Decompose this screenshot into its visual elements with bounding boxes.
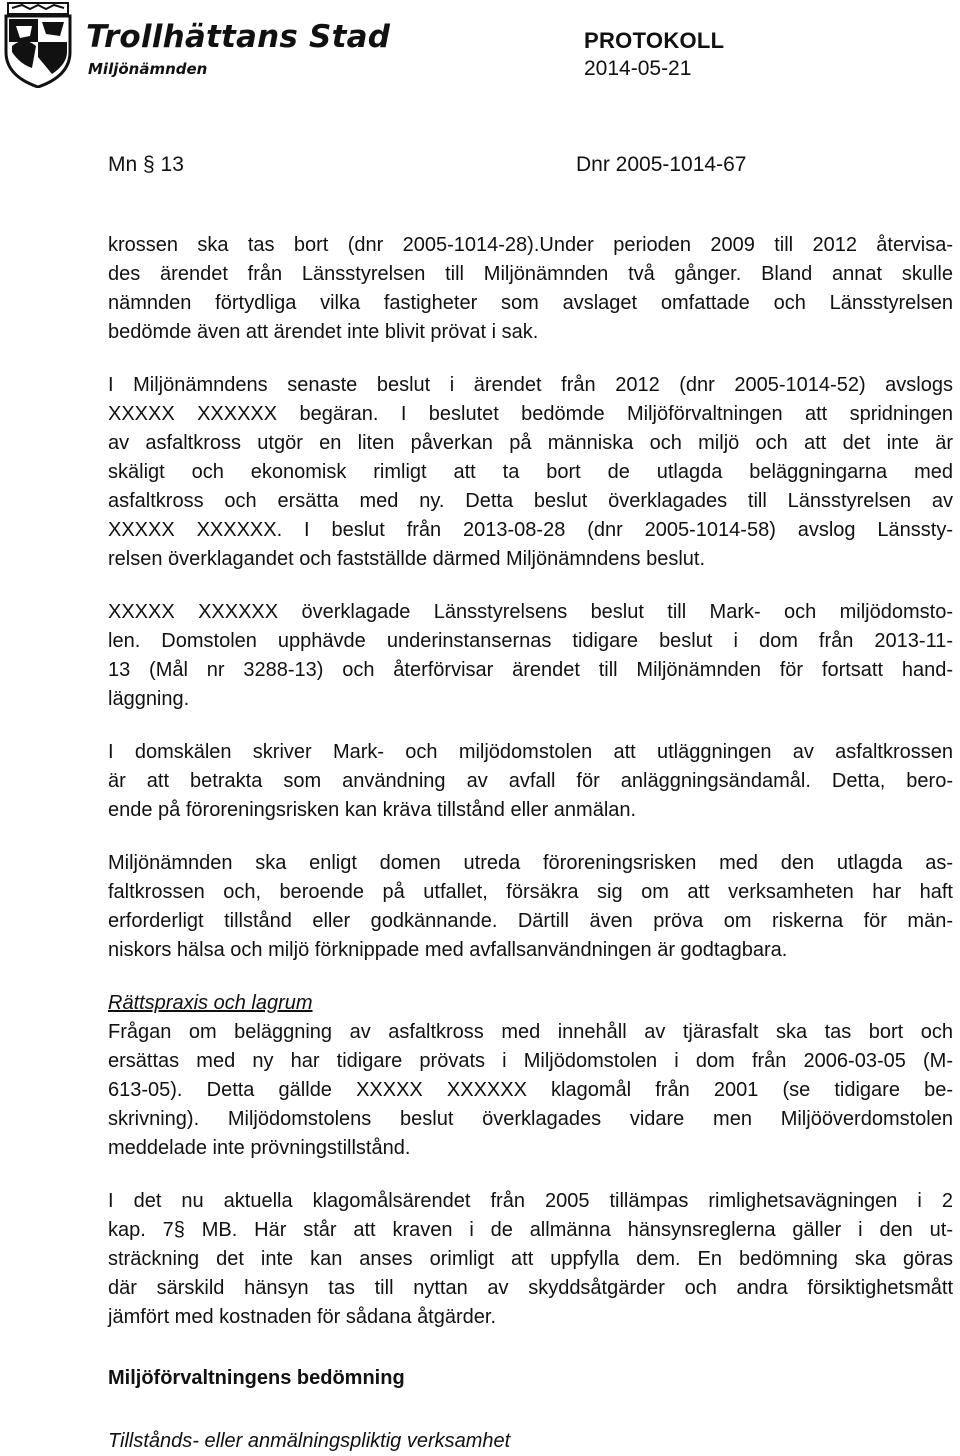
section-heading: Miljöförvaltningens bedömning	[108, 1367, 405, 1389]
subheading: Rättspraxis och lagrum	[108, 992, 313, 1014]
paragraph	[108, 849, 953, 965]
document-type: PROTOKOLL	[584, 28, 725, 53]
text-line: krossen ska tas bort (dnr 2005-1014-28).Under perioden 2009 till 2012 återvisa-	[108, 234, 953, 256]
italic-subheading: Tillstånds- eller anmälningspliktig verksamhet	[108, 1430, 511, 1452]
paragraph	[108, 598, 953, 714]
text-line: skäligt och ekonomisk rimligt att ta bort de utlagda beläggningarna med	[108, 461, 953, 483]
text-line: ende på föroreningsrisken kan kräva tillstånd eller anmälan.	[108, 799, 637, 821]
organization-name: Trollhättans Stad	[86, 19, 391, 55]
text-line: är att betrakta som användning av avfall för anläggningsändamål. Detta, bero-	[108, 770, 953, 792]
text-line: I domskälen skriver Mark- och miljödomstolen att utläggningen av asfaltkrossen	[108, 741, 953, 763]
coat-of-arms-logo	[2, 2, 74, 88]
text-line: skrivning). Miljödomstolens beslut överklagades vidare men Miljööverdomstolen	[108, 1108, 953, 1130]
text-line: des ärendet från Länsstyrelsen till Miljönämnden två gånger. Bland annat skulle	[108, 263, 953, 285]
text-line: jämfört med kostnaden för sådana åtgärder.	[108, 1306, 497, 1328]
department-name: Miljönämnden	[88, 60, 208, 78]
text-line: sträckning det inte kan anses orimligt att uppfylla dem. En bedömning ska göras	[108, 1248, 953, 1270]
paragraph	[108, 1187, 953, 1332]
paragraph	[108, 371, 953, 574]
text-line: Miljönämnden ska enligt domen utreda föroreningsrisken med den utlagda as-	[108, 852, 953, 874]
text-line: faltkrossen och, beroende på utfallet, försäkra sig om att verksamheten har haft	[108, 881, 953, 903]
text-line: XXXXX XXXXXX överklagade Länsstyrelsens beslut till Mark- och miljödomsto-	[108, 601, 953, 623]
document-body	[108, 231, 953, 1456]
text-line: I Miljönämndens senaste beslut i ärendet från 2012 (dnr 2005-1014-52) avslogs	[108, 374, 953, 396]
text-line: asfaltkross och ersätta med ny. Detta beslut överklagades till Länsstyrelsen av	[108, 490, 953, 512]
text-line: XXXXX XXXXXX. I beslut från 2013-08-28 (dnr 2005-1014-58) avslog Länssty-	[108, 519, 953, 541]
text-line: nämnden förtydliga vilka fastigheter som avslaget omfattade och Länsstyrelsen	[108, 292, 953, 314]
text-line: XXXXX XXXXXX begäran. I beslutet bedömde Miljöförvaltningen att spridningen	[108, 403, 953, 425]
text-line: len. Domstolen upphävde underinstansernas tidigare beslut i dom från 2013-11-	[108, 630, 953, 652]
text-line: där särskild hänsyn tas till nyttan av skyddsåtgärder och andra försiktighetsmått	[108, 1277, 953, 1299]
document-date: 2014-05-21	[584, 57, 692, 80]
paragraph	[108, 738, 953, 825]
text-line: kap. 7§ MB. Här står att kraven i de allmänna hänsynsreglerna gäller i den ut-	[108, 1219, 953, 1241]
text-line: I det nu aktuella klagomålsärendet från 2005 tillämpas rimlighetsavägningen i 2	[108, 1190, 953, 1212]
text-line: av asfaltkross utgör en liten påverkan på människa och miljö och att det inte är	[108, 432, 953, 454]
text-line: erforderligt tillstånd eller godkännande. Därtill även pröva om riskerna för män-	[108, 910, 953, 932]
text-line: bedömde även att ärendet inte blivit prövat i sak.	[108, 321, 539, 343]
text-line: 13 (Mål nr 3288-13) och återförvisar ärendet till Miljönämnden för fortsatt hand-	[108, 659, 953, 681]
paragraph	[108, 231, 953, 347]
text-line: meddelade inte prövningstillstånd.	[108, 1137, 411, 1159]
text-line: 613-05). Detta gällde XXXXX XXXXXX klagomål från 2001 (se tidigare be-	[108, 1079, 953, 1101]
case-number: Dnr 2005-1014-67	[576, 153, 747, 176]
letterhead	[0, 0, 960, 100]
text-line: relsen överklagandet och fastställde därmed Miljönämndens beslut.	[108, 548, 706, 570]
text-line: ersättas med ny har tidigare prövats i Miljödomstolen i dom från 2006-03-05 (M-	[108, 1050, 953, 1072]
text-line: Frågan om beläggning av asfaltkross med innehåll av tjärasfalt ska tas bort och	[108, 1021, 953, 1043]
paragraph	[108, 989, 953, 1163]
text-line: niskors hälsa och miljö förknippade med avfallsanvändningen är godtagbara.	[108, 939, 788, 961]
text-line: läggning.	[108, 688, 190, 710]
section-number: Mn § 13	[108, 153, 184, 176]
